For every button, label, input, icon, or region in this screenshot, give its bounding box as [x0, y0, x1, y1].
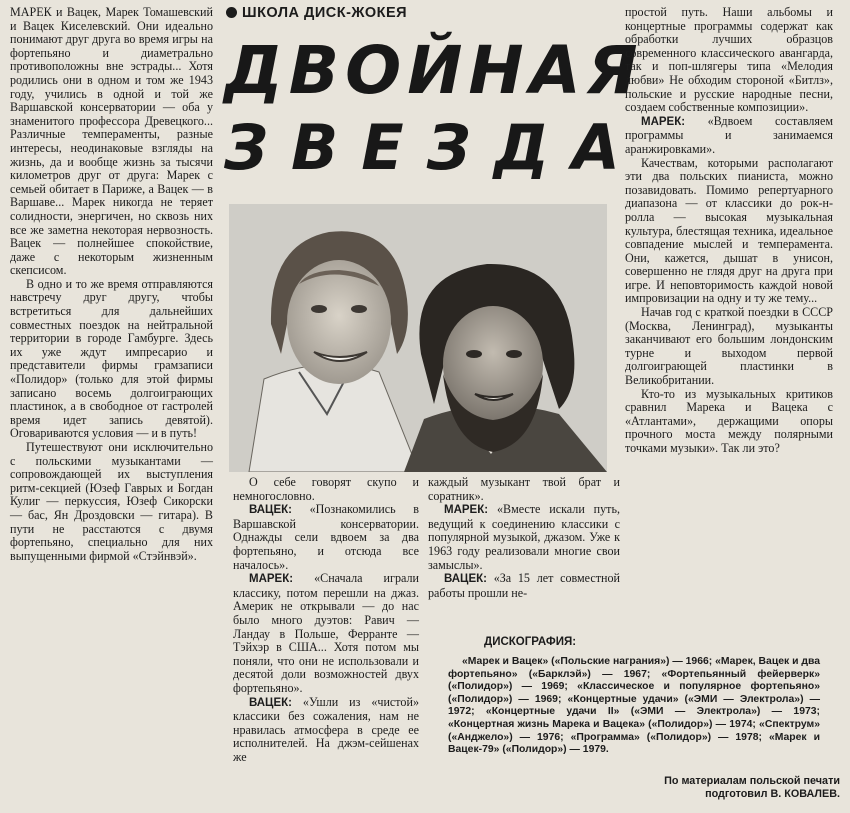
- paragraph: Качествам, которыми располагают эти два польских пианиста, можно позавидовать. Помимо репертуарного диапазона — от классики до рок-н-ролла — высокая музыкальная культура, блестящая техника, идеальное совпадение мыслей и темперамента. Они, кажется, дышат в унисон, совершенно не глядя друг на друга при игре. И неповторимость каждой новой импровизации на одну и ту же тему...: [625, 155, 833, 306]
- paragraph: Кто-то из музыкальных критиков сравнил Марека и Вацека с «Атлантами», держащими опоры прочного моста между полярными точками музыки». Так ли это?: [625, 386, 833, 455]
- headline-line-1: ДВОЙНАЯ: [224, 32, 644, 109]
- rubric-heading: [226, 5, 407, 21]
- duo-photo: [229, 204, 607, 472]
- speaker-label: МАРЕК:: [249, 573, 294, 586]
- paragraph: МАРЕК и Вацек, Марек Томашевский и Вацек Киселевский. Они идеально понимают друг друга во время игры на фортепьяно и диаметрально противоположны вне эстрады... Хотя родились они в одном и том же 1943 году, учились в одной и той же Варшавской консерватории — оба у знаменитого профессора Древецкого... Различные темпераменты, разные интересы, неодинаковые взгляды на жизнь, да и вообще жизнь за тысячи километров друг от друга: Марек с семьей обитает в Париже, а Вацек — в Варшаве... Марек никогда не теряет солидности, энергичен, но сквозь них все же заметна некоторая нервозность. Вацек — полнейшее спокойствие, даже с некоторым жизненным скепсисом.: [10, 5, 213, 278]
- quote-text: «За 15 лет совместной работы прошли не-: [428, 571, 620, 600]
- article-column-4: [428, 476, 620, 600]
- speaker-label: ВАЦЕК:: [249, 504, 292, 517]
- bullet-icon: [226, 7, 237, 18]
- discography-list: [448, 656, 820, 757]
- paragraph: Начав год с краткой поездки в СССР (Москва, Ленинград), музыканты заканчивают его большим лондонским турне и выходом первой долгоиграющей пластинки в Великобритании.: [625, 305, 833, 388]
- credit-line-1: По материалам польской печати: [664, 775, 840, 787]
- rubric-label: ШКОЛА ДИСК-ЖОКЕЯ: [242, 5, 408, 21]
- quote-text: «Вдвоем составляем программы и занимаемся аранжировками».: [625, 113, 833, 156]
- quote-text: «Познакомились в Варшавской консерватории. Однажды сели вдвоем за два фортепьяно, и отсюда все началось».: [233, 502, 419, 572]
- speaker-label: МАРЕК:: [444, 504, 489, 517]
- speaker-label: ВАЦЕК:: [249, 696, 292, 709]
- credit-line-2: подготовил В. КОВАЛЕВ.: [705, 787, 840, 800]
- paragraph: О себе говорят скупо и немногословно.: [233, 475, 419, 503]
- article-credit: [580, 775, 840, 800]
- paragraph: простой путь. Наши альбомы и концертные программы содержат как обработки лучших образцов современного классического авангарда, так и поп-шлягеры типа «Мелодия любви» Не обходим стороной «Битлз», польские и русские народные песни, создаем собственные композиции».: [625, 5, 833, 115]
- quote-text: «Вместе искали путь, ведущий к соединению классики с популярной музыкой, джазом. Уже к 1963 году реализовали многие свои замыслы».: [428, 502, 620, 572]
- article-column-1: [10, 6, 213, 563]
- article-column-2: [625, 6, 833, 456]
- speaker-label: МАРЕК:: [641, 115, 686, 128]
- discography-text: «Марек и Вацек» («Польские награния») — 1966; «Марек, Вацек и два фортепьяно» («Барклэй») — 1967; «Фортепьянный фейерверк» («Полидор») — 1969; «Классическое и популярное фортепьяно» («Полидор») — 1969; «Концертные удачи» («ЭМИ — Электрола») — 1972; «Концертные удачи II» («ЭМИ — Электрола») — 1973; «Концертная жизнь Марека и Вацека» («Полидор») — 1974; «Спектрум» («Анджело») — 1976; «Программа» («Полидор») — 1978; «Марек и Вацек-79» («Полидор») — 1979.: [448, 656, 820, 756]
- photo-illustration: [229, 204, 607, 472]
- paragraph: Путешествуют они исключительно с польскими музыкантами — сопровождающей их выступления ритм-секцией (Юзеф Гаврых и Богдан Кулиг — перкуссия, Юзеф Сикорски — бас, Ян Дроздовски — гитара). В пути не расстаются с двумя фортепьяно, специально для них выпущенными фирмой «Стэйнвэй».: [10, 440, 213, 563]
- paragraph: В одно и то же время отправляются навстречу друг другу, чтобы встретиться для дальнейших совместных поездок на нейтральной территории в городе Гамбурге. Здесь их уже ждут импресарио и представители фирмы грамзаписи «Полидор» (только для этой фирмы записано восемь долгоиграющих пластинок, а в свободное от гастролей время идет запись девятой). Оговариваются условия — и в путь!: [10, 276, 213, 441]
- article-column-3: [233, 476, 419, 764]
- quote-text: «Сначала играли классику, потом перешли на джаз. Америк не открывали — до нас было много дуэтов: Равич — Ландау в Польше, Ферранте — Тэйхэр в США... Хотя потом мы поняли, что они не использовали и десятой доли возможностей двух фортепьяно».: [233, 571, 419, 695]
- speaker-label: ВАЦЕК:: [444, 573, 487, 586]
- quote-text: «Ушли из «чистой» классики без сожаления, нам не нравилась атмосфера в среде ее исполнителей. На джэм-сейшенах же: [233, 694, 419, 764]
- paragraph: каждый музыкант твой брат и соратник».: [428, 475, 620, 503]
- discography-heading: ДИСКОГРАФИЯ:: [484, 636, 577, 648]
- headline-line-2: ЗВЕЗДА: [224, 111, 643, 184]
